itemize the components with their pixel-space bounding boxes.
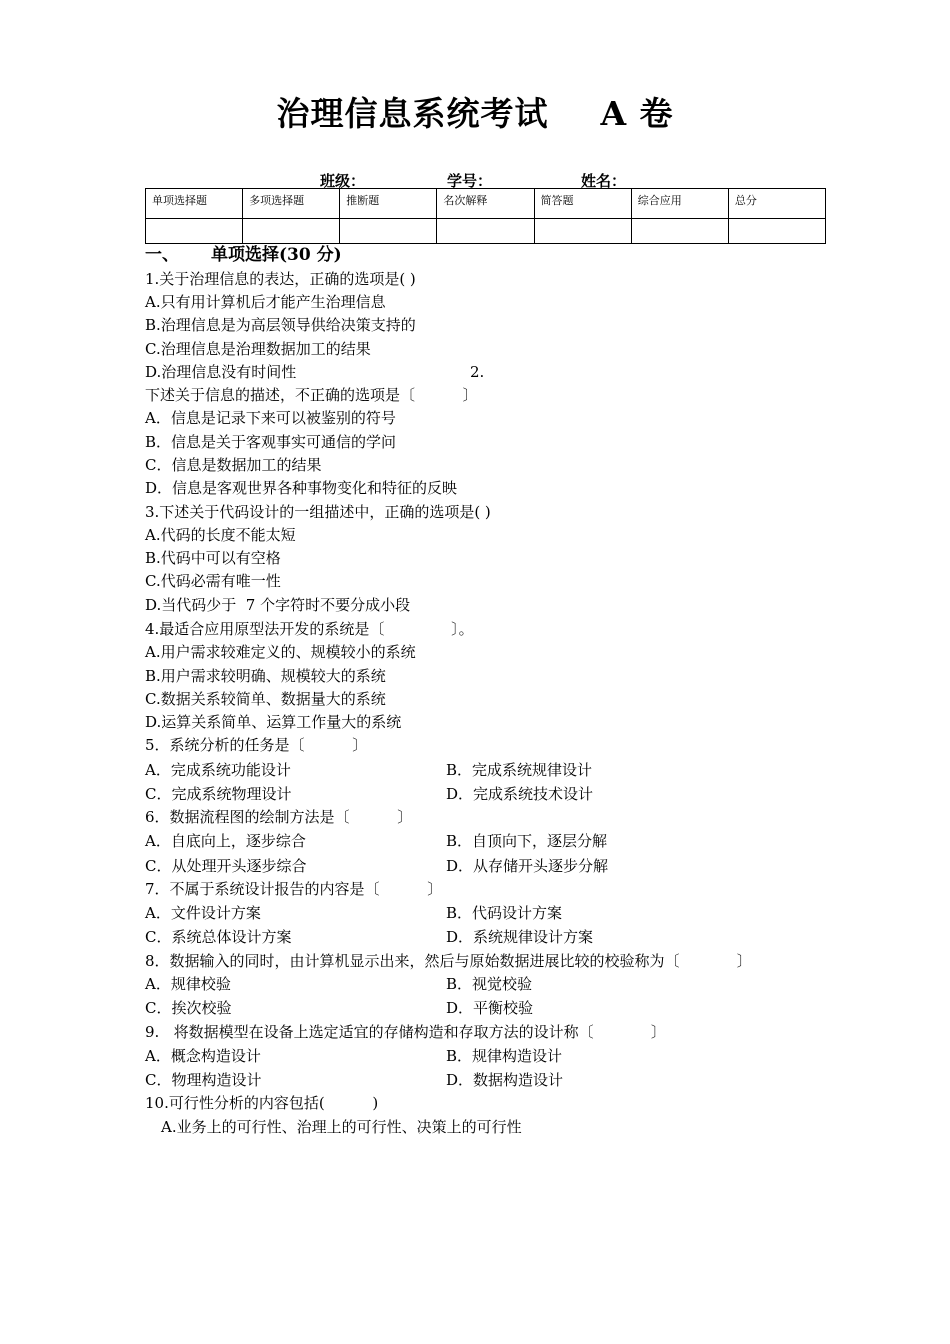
student-id-label: 学号：: [447, 172, 493, 190]
question-5-stem: 5．系统分析的任务是〔 〕: [145, 736, 368, 754]
question-4-option-c: C.数据关系较简单、数据量大的系统: [145, 690, 386, 708]
question-10-stem: 10.可行性分析的内容包括( ): [145, 1094, 379, 1112]
score-value-cell: [728, 219, 825, 244]
score-header-cell: 推断题: [340, 189, 437, 219]
question-1-option-a: A.只有用计算机后才能产生治理信息: [145, 293, 386, 311]
question-9-option-a: A．概念构造设计: [145, 1047, 261, 1065]
question-7-option-a: A．文件设计方案: [145, 904, 261, 922]
question-6-stem: 6．数据流程图的绘制方法是〔 〕: [145, 808, 413, 826]
question-1-stem: 1.关于治理信息的表达，正确的选项是( ): [145, 270, 416, 288]
title-main: 治理信息系统考试: [276, 94, 549, 133]
question-7-option-c: C．系统总体设计方案: [145, 928, 292, 946]
question-9-option-c: C．物理构造设计: [145, 1071, 262, 1089]
question-8-stem: 8．数据输入的同时，由计算机显示出来，然后与原始数据进展比较的校验称为〔 〕: [145, 952, 752, 970]
section-number: 一、: [145, 245, 179, 265]
question-2-stem: 下述关于信息的描述，不正确的选项是〔 〕: [145, 386, 478, 404]
question-5-option-b: B．完成系统规律设计: [446, 761, 593, 779]
section-heading: [145, 240, 342, 265]
question-1-option-b: B.治理信息是为高层领导供给决策支持的: [145, 316, 416, 334]
score-table: [145, 188, 826, 244]
question-6-option-d: D．从存储开头逐步分解: [446, 857, 609, 875]
question-7-option-b: B．代码设计方案: [446, 904, 563, 922]
question-7-stem: 7．不属于系统设计报告的内容是〔 〕: [145, 880, 443, 898]
question-5-option-a: A．完成系统功能设计: [145, 761, 291, 779]
student-name-label: 姓名：: [581, 172, 627, 190]
question-8-option-b: B．视觉校验: [446, 975, 533, 993]
score-value-cell: [631, 219, 728, 244]
question-9-stem: 9. 将数据模型在设备上选定适宜的存储构造和存取方法的设计称〔 〕: [145, 1023, 666, 1041]
score-value-cell: [534, 219, 631, 244]
exam-title: [0, 88, 950, 135]
score-header-cell: 综合应用: [631, 189, 728, 219]
question-3-stem: 3.下述关于代码设计的一组描述中，正确的选项是( ): [145, 503, 491, 521]
score-header-cell: 单项选择题: [146, 189, 243, 219]
score-table-header-row: [146, 189, 826, 219]
question-3-option-a: A.代码的长度不能太短: [145, 526, 296, 544]
score-value-cell: [437, 219, 534, 244]
question-4-stem: 4.最适合应用原型法开发的系统是〔 〕。: [145, 620, 474, 638]
question-3-option-c: C.代码必需有唯一性: [145, 572, 281, 590]
score-header-cell: 简答题: [534, 189, 631, 219]
question-8-option-d: D．平衡校验: [446, 999, 534, 1017]
question-2-option-d: D．信息是客观世界各种事物变化和特征的反映: [145, 479, 458, 497]
question-9-option-b: B．规律构造设计: [446, 1047, 563, 1065]
score-header-cell: 多项选择题: [243, 189, 340, 219]
score-value-cell: [340, 219, 437, 244]
question-2-number: 2.: [470, 363, 485, 381]
question-5-option-d: D．完成系统技术设计: [446, 785, 594, 803]
question-8-option-a: A．规律校验: [145, 975, 231, 993]
class-label: 班级：: [320, 172, 366, 190]
question-6-option-c: C．从处理开头逐步综合: [145, 857, 307, 875]
question-8-option-c: C．挨次校验: [145, 999, 232, 1017]
question-7-option-d: D．系统规律设计方案: [446, 928, 594, 946]
question-2-option-c: C．信息是数据加工的结果: [145, 456, 322, 474]
question-9-option-d: D．数据构造设计: [446, 1071, 564, 1089]
score-header-cell: 总分: [728, 189, 825, 219]
question-1-option-c: C.治理信息是治理数据加工的结果: [145, 340, 371, 358]
score-header-cell: 名次解释: [437, 189, 534, 219]
question-2-option-b: B．信息是关于客观事实可通信的学问: [145, 433, 397, 451]
question-3-option-b: B.代码中可以有空格: [145, 549, 281, 567]
question-4-option-d: D.运算关系简单、运算工作量大的系统: [145, 713, 402, 731]
question-4-option-b: B.用户需求较明确、规模较大的系统: [145, 667, 386, 685]
question-4-option-a: A.用户需求较难定义的、规模较小的系统: [145, 643, 416, 661]
question-6-option-b: B．自顶向下，逐层分解: [446, 832, 608, 850]
question-2-option-a: A．信息是记录下来可以被鉴别的符号: [145, 409, 396, 427]
section-title: 单项选择(30 分): [211, 245, 342, 265]
question-6-option-a: A．自底向上，逐步综合: [145, 832, 306, 850]
question-5-option-c: C．完成系统物理设计: [145, 785, 292, 803]
title-suffix: A 卷: [600, 94, 674, 133]
question-1-option-d: D.治理信息没有时间性: [145, 363, 297, 381]
question-10-option-a: A.业务上的可行性、治理上的可行性、决策上的可行性: [161, 1118, 522, 1136]
question-3-option-d: D.当代码少于 7 个字符时不要分成小段: [145, 596, 411, 614]
